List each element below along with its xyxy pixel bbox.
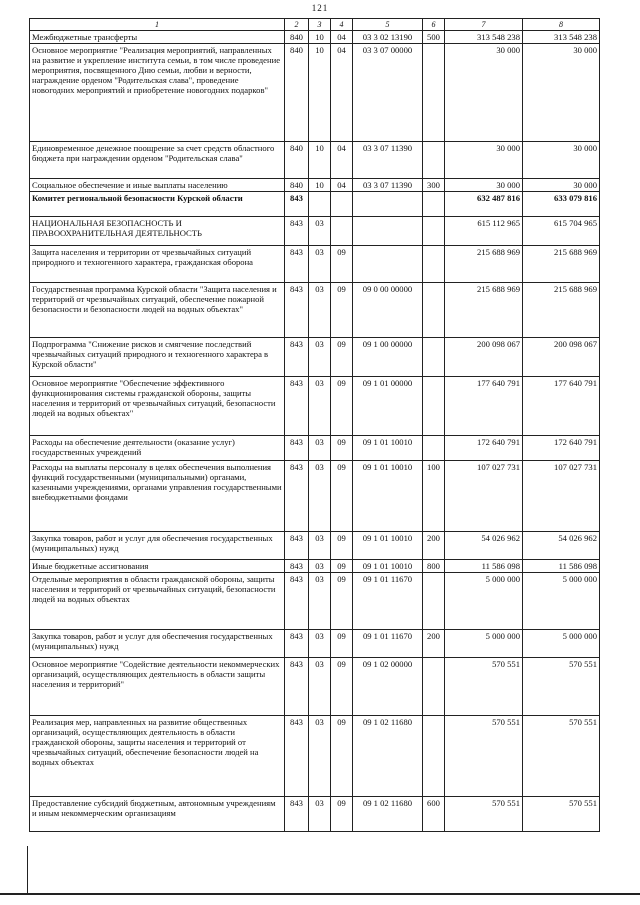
section-cell: 03: [309, 716, 331, 797]
item-name-cell: Закупка товаров, работ и услуг для обеспечения государственных (муниципальных) нужд: [30, 630, 285, 658]
column-header: 5: [353, 19, 423, 31]
amount-2024-cell: 615 112 965: [445, 217, 523, 246]
item-name-cell: НАЦИОНАЛЬНАЯ БЕЗОПАСНОСТЬ И ПРАВООХРАНИТЕЛЬНАЯ ДЕЯТЕЛЬНОСТЬ: [30, 217, 285, 246]
expense-type-cell: [423, 283, 445, 338]
amount-2024-cell: 570 551: [445, 797, 523, 832]
target-article-cell: [353, 192, 423, 217]
grbs-code-cell: 843: [285, 797, 309, 832]
amount-2025-cell: 570 551: [523, 658, 600, 716]
section-cell: 03: [309, 377, 331, 436]
expense-type-cell: 100: [423, 461, 445, 532]
amount-2024-cell: 54 026 962: [445, 532, 523, 560]
table-row: [30, 179, 600, 192]
subsection-cell: 09: [331, 461, 353, 532]
expense-type-cell: [423, 338, 445, 377]
amount-2024-cell: 30 000: [445, 179, 523, 192]
section-cell: 03: [309, 573, 331, 630]
amount-2025-cell: 200 098 067: [523, 338, 600, 377]
column-header: 1: [30, 19, 285, 31]
section-cell: 03: [309, 436, 331, 461]
section-cell: 03: [309, 532, 331, 560]
table-row: [30, 716, 600, 797]
column-header: 2: [285, 19, 309, 31]
amount-2025-cell: 570 551: [523, 797, 600, 832]
item-name-cell: Основное мероприятие "Обеспечение эффективного функционирования системы гражданской обороны, защиты населения и территорий от чрезвычайных ситуаций, безопасности людей на водных объектах": [30, 377, 285, 436]
subsection-cell: [331, 192, 353, 217]
table-row: [30, 192, 600, 217]
section-cell: 03: [309, 338, 331, 377]
grbs-code-cell: 843: [285, 461, 309, 532]
table-row: [30, 436, 600, 461]
table-row: [30, 560, 600, 573]
item-name-cell: Государственная программа Курской области "Защита населения и территорий от чрезвычайных ситуаций, обеспечение пожарной безопасности и безопасности людей на водных объектах": [30, 283, 285, 338]
grbs-code-cell: 840: [285, 142, 309, 179]
amount-2025-cell: 177 640 791: [523, 377, 600, 436]
grbs-code-cell: 843: [285, 532, 309, 560]
amount-2025-cell: 570 551: [523, 716, 600, 797]
subsection-cell: 09: [331, 716, 353, 797]
subsection-cell: 09: [331, 797, 353, 832]
expense-type-cell: [423, 573, 445, 630]
amount-2024-cell: 570 551: [445, 658, 523, 716]
expense-type-cell: [423, 436, 445, 461]
target-article-cell: 09 1 01 10010: [353, 560, 423, 573]
section-cell: 10: [309, 44, 331, 142]
subsection-cell: 04: [331, 44, 353, 142]
expense-type-cell: 200: [423, 630, 445, 658]
item-name-cell: Единовременное денежное поощрение за счет средств областного бюджета при награждении орденом "Родительская слава": [30, 142, 285, 179]
grbs-code-cell: 840: [285, 44, 309, 142]
column-number-row: [30, 19, 600, 31]
amount-2025-cell: 615 704 965: [523, 217, 600, 246]
item-name-cell: Основное мероприятие "Реализация мероприятий, направленных на развитие и укрепление института семьи, в том числе проведение мероприятия, посвященного Дню семьи, любви и верности, награждение орденом "Родительская слава", проведение новогодних мероприятий и приобретение новогодних подарков": [30, 44, 285, 142]
item-name-cell: Основное мероприятие "Содействие деятельности некоммерческих организаций, осуществляющих деятельность в области защиты населения и территорий": [30, 658, 285, 716]
item-name-cell: Межбюджетные трансферты: [30, 31, 285, 44]
column-header: 6: [423, 19, 445, 31]
amount-2025-cell: 30 000: [523, 179, 600, 192]
budget-table: [29, 18, 600, 832]
grbs-code-cell: 843: [285, 192, 309, 217]
grbs-code-cell: 840: [285, 31, 309, 44]
target-article-cell: 09 0 00 00000: [353, 283, 423, 338]
amount-2025-cell: 313 548 238: [523, 31, 600, 44]
subsection-cell: 09: [331, 532, 353, 560]
amount-2024-cell: 172 640 791: [445, 436, 523, 461]
item-name-cell: Реализация мер, направленных на развитие общественных организаций, осуществляющих деятельность в области гражданской обороны, защиты населения и территорий от чрезвычайных ситуаций, обеспечение безопасности людей на водных объектах: [30, 716, 285, 797]
table-row: [30, 246, 600, 283]
amount-2024-cell: 107 027 731: [445, 461, 523, 532]
amount-2024-cell: 5 000 000: [445, 630, 523, 658]
target-article-cell: 09 1 02 11680: [353, 716, 423, 797]
column-header: 8: [523, 19, 600, 31]
expense-type-cell: 200: [423, 532, 445, 560]
amount-2024-cell: 30 000: [445, 44, 523, 142]
amount-2025-cell: 215 688 969: [523, 246, 600, 283]
table-row: [30, 142, 600, 179]
grbs-code-cell: 843: [285, 436, 309, 461]
target-article-cell: 09 1 01 10010: [353, 461, 423, 532]
section-cell: 03: [309, 560, 331, 573]
amount-2025-cell: 5 000 000: [523, 630, 600, 658]
expense-type-cell: [423, 217, 445, 246]
table-row: [30, 338, 600, 377]
column-header: 4: [331, 19, 353, 31]
item-name-cell: Защита населения и территории от чрезвычайных ситуаций природного и техногенного характера, гражданская оборона: [30, 246, 285, 283]
section-cell: 03: [309, 461, 331, 532]
item-name-cell: Отдельные мероприятия в области гражданской обороны, защиты населения и территорий от чрезвычайных ситуаций, безопасности людей на водных объектах: [30, 573, 285, 630]
section-cell: 03: [309, 217, 331, 246]
expense-type-cell: 500: [423, 31, 445, 44]
table-row: [30, 217, 600, 246]
grbs-code-cell: 843: [285, 658, 309, 716]
amount-2025-cell: 5 000 000: [523, 573, 600, 630]
table-row: [30, 461, 600, 532]
grbs-code-cell: 843: [285, 573, 309, 630]
column-header: 3: [309, 19, 331, 31]
item-name-cell: Расходы на выплаты персоналу в целях обеспечения выполнения функций государственными (муниципальными) органами, казенными учреждениями, органами управления государственными внебюджетными фондами: [30, 461, 285, 532]
amount-2025-cell: 633 079 816: [523, 192, 600, 217]
expense-type-cell: [423, 246, 445, 283]
target-article-cell: 03 3 07 11390: [353, 142, 423, 179]
page-number: 121: [311, 3, 329, 13]
target-article-cell: [353, 217, 423, 246]
amount-2025-cell: 11 586 098: [523, 560, 600, 573]
subsection-cell: 09: [331, 436, 353, 461]
item-name-cell: Закупка товаров, работ и услуг для обеспечения государственных (муниципальных) нужд: [30, 532, 285, 560]
expense-type-cell: 800: [423, 560, 445, 573]
expense-type-cell: [423, 658, 445, 716]
subsection-cell: 09: [331, 283, 353, 338]
target-article-cell: 09 1 01 11670: [353, 630, 423, 658]
amount-2024-cell: 177 640 791: [445, 377, 523, 436]
section-cell: [309, 192, 331, 217]
table-row: [30, 797, 600, 832]
expense-type-cell: [423, 377, 445, 436]
table-row: [30, 44, 600, 142]
page-edge-line: [27, 846, 28, 893]
target-article-cell: 09 1 01 10010: [353, 436, 423, 461]
item-name-cell: Комитет региональной безопасности Курской области: [30, 192, 285, 217]
table-row: [30, 532, 600, 560]
table-row: [30, 31, 600, 44]
expense-type-cell: 300: [423, 179, 445, 192]
table-row: [30, 658, 600, 716]
subsection-cell: 04: [331, 179, 353, 192]
expense-type-cell: [423, 716, 445, 797]
subsection-cell: 04: [331, 142, 353, 179]
table-row: [30, 377, 600, 436]
section-cell: 03: [309, 797, 331, 832]
target-article-cell: 09 1 00 00000: [353, 338, 423, 377]
subsection-cell: 09: [331, 573, 353, 630]
amount-2024-cell: 215 688 969: [445, 246, 523, 283]
target-article-cell: 03 3 07 00000: [353, 44, 423, 142]
target-article-cell: 09 1 01 11670: [353, 573, 423, 630]
amount-2024-cell: 632 487 816: [445, 192, 523, 217]
subsection-cell: 09: [331, 377, 353, 436]
target-article-cell: 09 1 01 00000: [353, 377, 423, 436]
item-name-cell: Социальное обеспечение и иные выплаты населению: [30, 179, 285, 192]
grbs-code-cell: 843: [285, 716, 309, 797]
subsection-cell: 09: [331, 338, 353, 377]
amount-2024-cell: 5 000 000: [445, 573, 523, 630]
target-article-cell: 09 1 01 10010: [353, 532, 423, 560]
section-cell: 10: [309, 179, 331, 192]
item-name-cell: Предоставление субсидий бюджетным, автономным учреждениям и иным некоммерческим организациям: [30, 797, 285, 832]
grbs-code-cell: 843: [285, 283, 309, 338]
section-cell: 03: [309, 630, 331, 658]
amount-2024-cell: 11 586 098: [445, 560, 523, 573]
table-row: [30, 630, 600, 658]
amount-2024-cell: 215 688 969: [445, 283, 523, 338]
amount-2025-cell: 30 000: [523, 44, 600, 142]
grbs-code-cell: 843: [285, 377, 309, 436]
subsection-cell: 09: [331, 246, 353, 283]
grbs-code-cell: 843: [285, 246, 309, 283]
expense-type-cell: 600: [423, 797, 445, 832]
table-row: [30, 283, 600, 338]
table-row: [30, 573, 600, 630]
amount-2025-cell: 172 640 791: [523, 436, 600, 461]
grbs-code-cell: 840: [285, 179, 309, 192]
expense-type-cell: [423, 44, 445, 142]
amount-2025-cell: 30 000: [523, 142, 600, 179]
grbs-code-cell: 843: [285, 630, 309, 658]
section-cell: 10: [309, 142, 331, 179]
target-article-cell: 03 3 02 13190: [353, 31, 423, 44]
target-article-cell: 09 1 02 00000: [353, 658, 423, 716]
amount-2025-cell: 54 026 962: [523, 532, 600, 560]
expense-type-cell: [423, 142, 445, 179]
expense-type-cell: [423, 192, 445, 217]
item-name-cell: Расходы на обеспечение деятельности (оказание услуг) государственных учреждений: [30, 436, 285, 461]
amount-2024-cell: 570 551: [445, 716, 523, 797]
subsection-cell: 09: [331, 658, 353, 716]
amount-2024-cell: 313 548 238: [445, 31, 523, 44]
target-article-cell: 09 1 02 11680: [353, 797, 423, 832]
page-bottom-rule: [0, 893, 640, 895]
grbs-code-cell: 843: [285, 338, 309, 377]
section-cell: 10: [309, 31, 331, 44]
subsection-cell: 09: [331, 630, 353, 658]
grbs-code-cell: 843: [285, 560, 309, 573]
section-cell: 03: [309, 658, 331, 716]
subsection-cell: 09: [331, 560, 353, 573]
target-article-cell: 03 3 07 11390: [353, 179, 423, 192]
section-cell: 03: [309, 283, 331, 338]
amount-2025-cell: 215 688 969: [523, 283, 600, 338]
item-name-cell: Подпрограмма "Снижение рисков и смягчение последствий чрезвычайных ситуаций природного и техногенного характера в Курской области": [30, 338, 285, 377]
item-name-cell: Иные бюджетные ассигнования: [30, 560, 285, 573]
subsection-cell: 04: [331, 31, 353, 44]
amount-2024-cell: 200 098 067: [445, 338, 523, 377]
target-article-cell: [353, 246, 423, 283]
column-header: 7: [445, 19, 523, 31]
subsection-cell: [331, 217, 353, 246]
section-cell: 03: [309, 246, 331, 283]
grbs-code-cell: 843: [285, 217, 309, 246]
amount-2024-cell: 30 000: [445, 142, 523, 179]
amount-2025-cell: 107 027 731: [523, 461, 600, 532]
